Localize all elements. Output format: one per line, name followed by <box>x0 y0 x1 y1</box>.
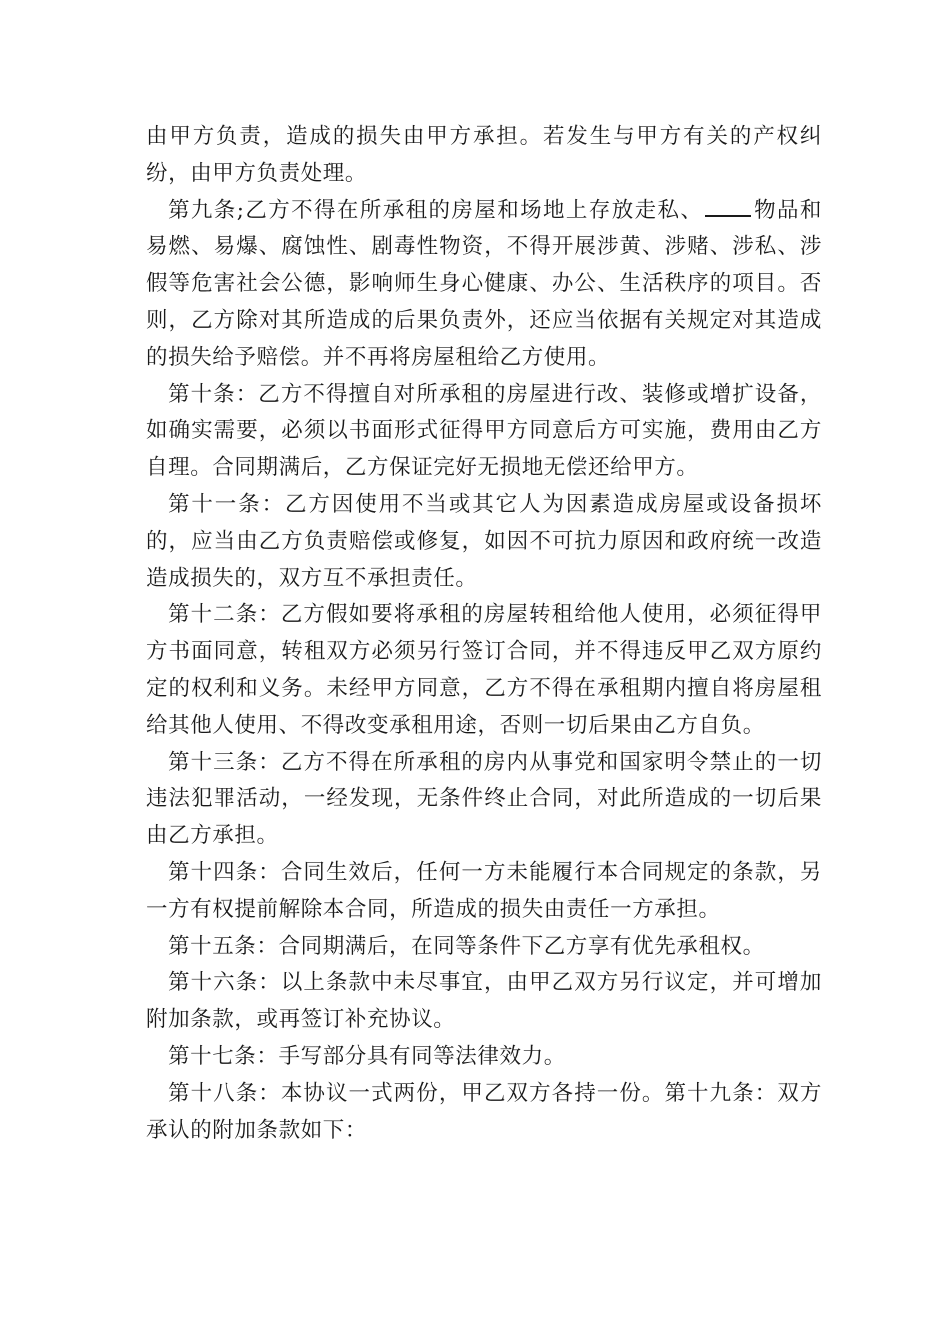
article-16: 第十六条：以上条款中未尽事宜，由甲乙双方另行议定，并可增加附加条款，或再签订补充协议。 <box>146 970 822 1033</box>
article-9-part-1: 第九条;乙方不得在所承租的房屋和场地上存放走私、 <box>168 197 704 223</box>
article-18: 第十八条：本协议一式两份，甲乙双方各持一份。第十九条：双方承认的附加条款如下： <box>146 1080 822 1143</box>
document-body <box>146 119 822 1149</box>
article-9-part-2: 物品和易燃、易爆、腐蚀性、剧毒性物资，不得开展涉黄、涉赌、涉私、涉假等危害社会公德，影响师生身心健康、办公、生活秩序的项目。否则，乙方除对其所造成的后果负责外，还应当依据有关规定对其造成的损失给予赔偿。并不再将房屋租给乙方使用。 <box>146 197 822 370</box>
article-12: 第十二条：乙方假如要将承租的房屋转租给他人使用，必须征得甲方书面同意，转租双方必须另行签订合同，并不得违反甲乙双方原约定的权利和义务。未经甲方同意，乙方不得在承租期内擅自将房屋租给其他人使用、不得改变承租用途，否则一切后果由乙方自负。 <box>146 602 822 738</box>
article-14: 第十四条：合同生效后，任何一方未能履行本合同规定的条款，另一方有权提前解除本合同，所造成的损失由责任一方承担。 <box>146 859 822 922</box>
article-13: 第十三条：乙方不得在所承租的房内从事党和国家明令禁止的一切违法犯罪活动，一经发现，无条件终止合同，对此所造成的一切后果由乙方承担。 <box>146 749 822 849</box>
article-10: 第十条：乙方不得擅自对所承租的房屋进行改、装修或增扩设备，如确实需要，必须以书面形式征得甲方同意后方可实施，费用由乙方自理。合同期满后，乙方保证完好无损地无偿还给甲方。 <box>146 381 822 481</box>
article-9 <box>146 193 822 377</box>
article-15: 第十五条：合同期满后，在同等条件下乙方享有优先承租权。 <box>168 933 765 959</box>
article-11: 第十一条：乙方因使用不当或其它人为因素造成房屋或设备损坏的，应当由乙方负责赔偿或修复，如因不可抗力原因和政府统一改造造成损失的，双方互不承担责任。 <box>146 491 822 591</box>
article-17: 第十七条：手写部分具有同等法律效力。 <box>168 1043 566 1069</box>
paragraph-continuation: 由甲方负责，造成的损失由甲方承担。若发生与甲方有关的产权纠纷，由甲方负责处理。 <box>146 124 822 186</box>
fill-in-blank <box>705 197 751 217</box>
